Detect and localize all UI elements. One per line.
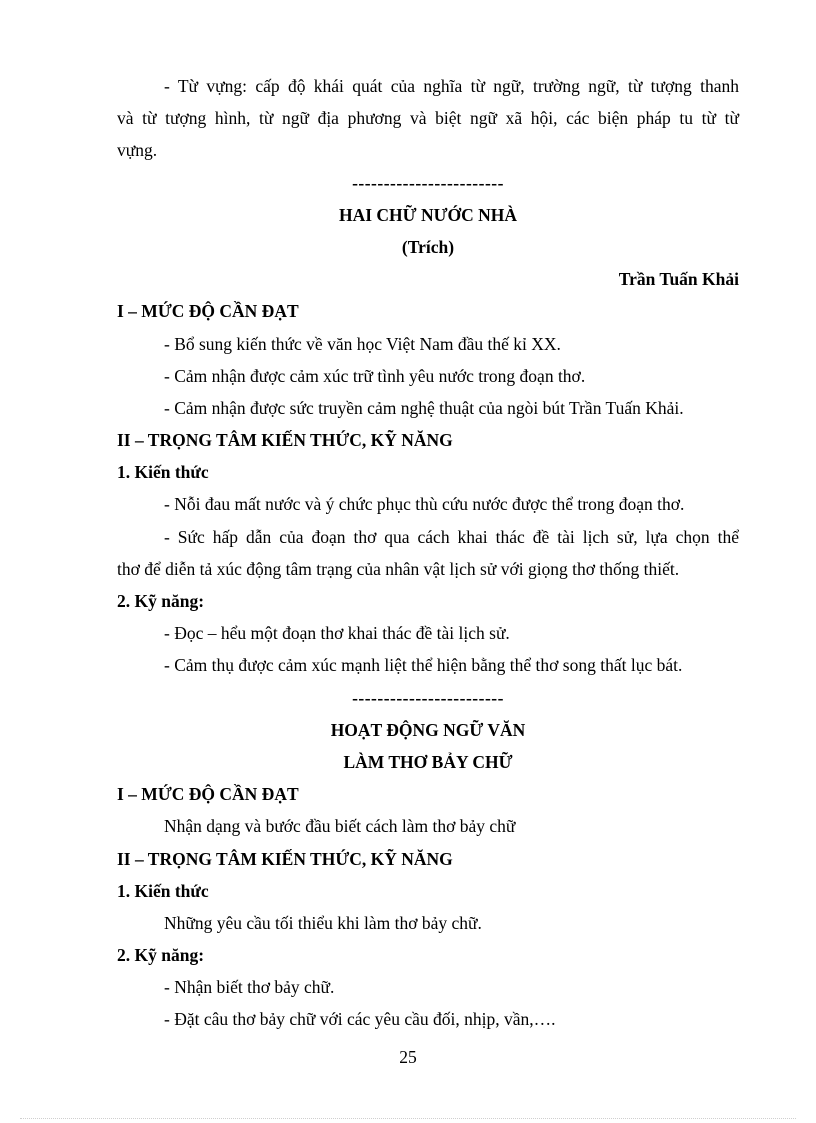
lesson-title: HOẠT ĐỘNG NGỮ VĂN [330, 719, 526, 740]
objective-item: - Bổ sung kiến thức về văn học Việt Nam đầu thế kỉ XX. [164, 333, 561, 354]
subsection-heading: 2. Kỹ năng: [117, 945, 205, 966]
lesson-subtitle: LÀM THƠ BẢY CHỮ [343, 751, 513, 772]
vocab-bullet-line-1: - Từ vựng: cấp độ khái quát của nghĩa từ ngữ, trường ngữ, từ tượng thanh [164, 76, 739, 96]
objective-item: - Cảm nhận được cảm xúc trữ tình yêu nước trong đoạn thơ. [164, 365, 586, 386]
knowledge-item: Những yêu cầu tối thiểu khi làm thơ bảy chữ. [164, 912, 482, 933]
skill-item: - Nhận biết thơ bảy chữ. [164, 977, 335, 998]
skill-item: - Đọc – hểu một đoạn thơ khai thác đề tài lịch sử. [164, 623, 510, 644]
vocab-bullet-line-3: vựng. [117, 140, 158, 161]
subsection-heading: 2. Kỹ năng: [117, 591, 205, 611]
section-heading: I – MỨC ĐỘ CẦN ĐẠT [117, 301, 299, 322]
skill-item: - Đặt câu thơ bảy chữ với các yêu cầu đối, nhịp, vần,…. [164, 1009, 556, 1030]
separator: ------------------------ [352, 172, 504, 193]
objective-item: - Cảm nhận được sức truyền cảm nghệ thuật của ngòi bút Trần Tuấn Khải. [164, 397, 684, 418]
vocab-bullet-line-2: và từ tượng hình, từ ngữ địa phương và biệt ngữ xã hội, các biện pháp tu từ từ [117, 108, 739, 129]
knowledge-item: - Sức hấp dẫn của đoạn thơ qua cách khai thác đề tài lịch sử, lựa chọn thể [164, 526, 739, 547]
section-heading: I – MỨC ĐỘ CẦN ĐẠT [117, 784, 299, 805]
subsection-heading: 1. Kiến thức [117, 462, 209, 483]
subsection-heading: 1. Kiến thức [117, 880, 209, 901]
objective-item: Nhận dạng và bước đầu biết cách làm thơ bảy chữ [164, 816, 516, 837]
knowledge-item: - Nỗi đau mất nước và ý chức phục thù cứu nước được thể trong đoạn thơ. [164, 494, 685, 515]
skill-item: - Cảm thụ được cảm xúc mạnh liệt thể hiện bằng thể thơ song thất lục bát. [164, 655, 683, 676]
lesson-title: HAI CHỮ NƯỚC NHÀ [338, 204, 518, 225]
section-heading: II – TRỌNG TÂM KIẾN THỨC, KỸ NĂNG [117, 848, 453, 869]
author-name: Trần Tuấn Khải [618, 269, 739, 290]
page-bottom-border [20, 1118, 796, 1119]
document-page [117, 70, 739, 1036]
section-heading: II – TRỌNG TÂM KIẾN THỨC, KỸ NĂNG [117, 430, 453, 451]
separator: ------------------------ [352, 687, 504, 708]
knowledge-item-continuation: thơ để diễn tả xúc động tâm trạng của nhân vật lịch sử với giọng thơ thống thiết. [117, 558, 680, 579]
lesson-subtitle: (Trích) [401, 236, 455, 257]
page-number: 25 [399, 1047, 417, 1067]
